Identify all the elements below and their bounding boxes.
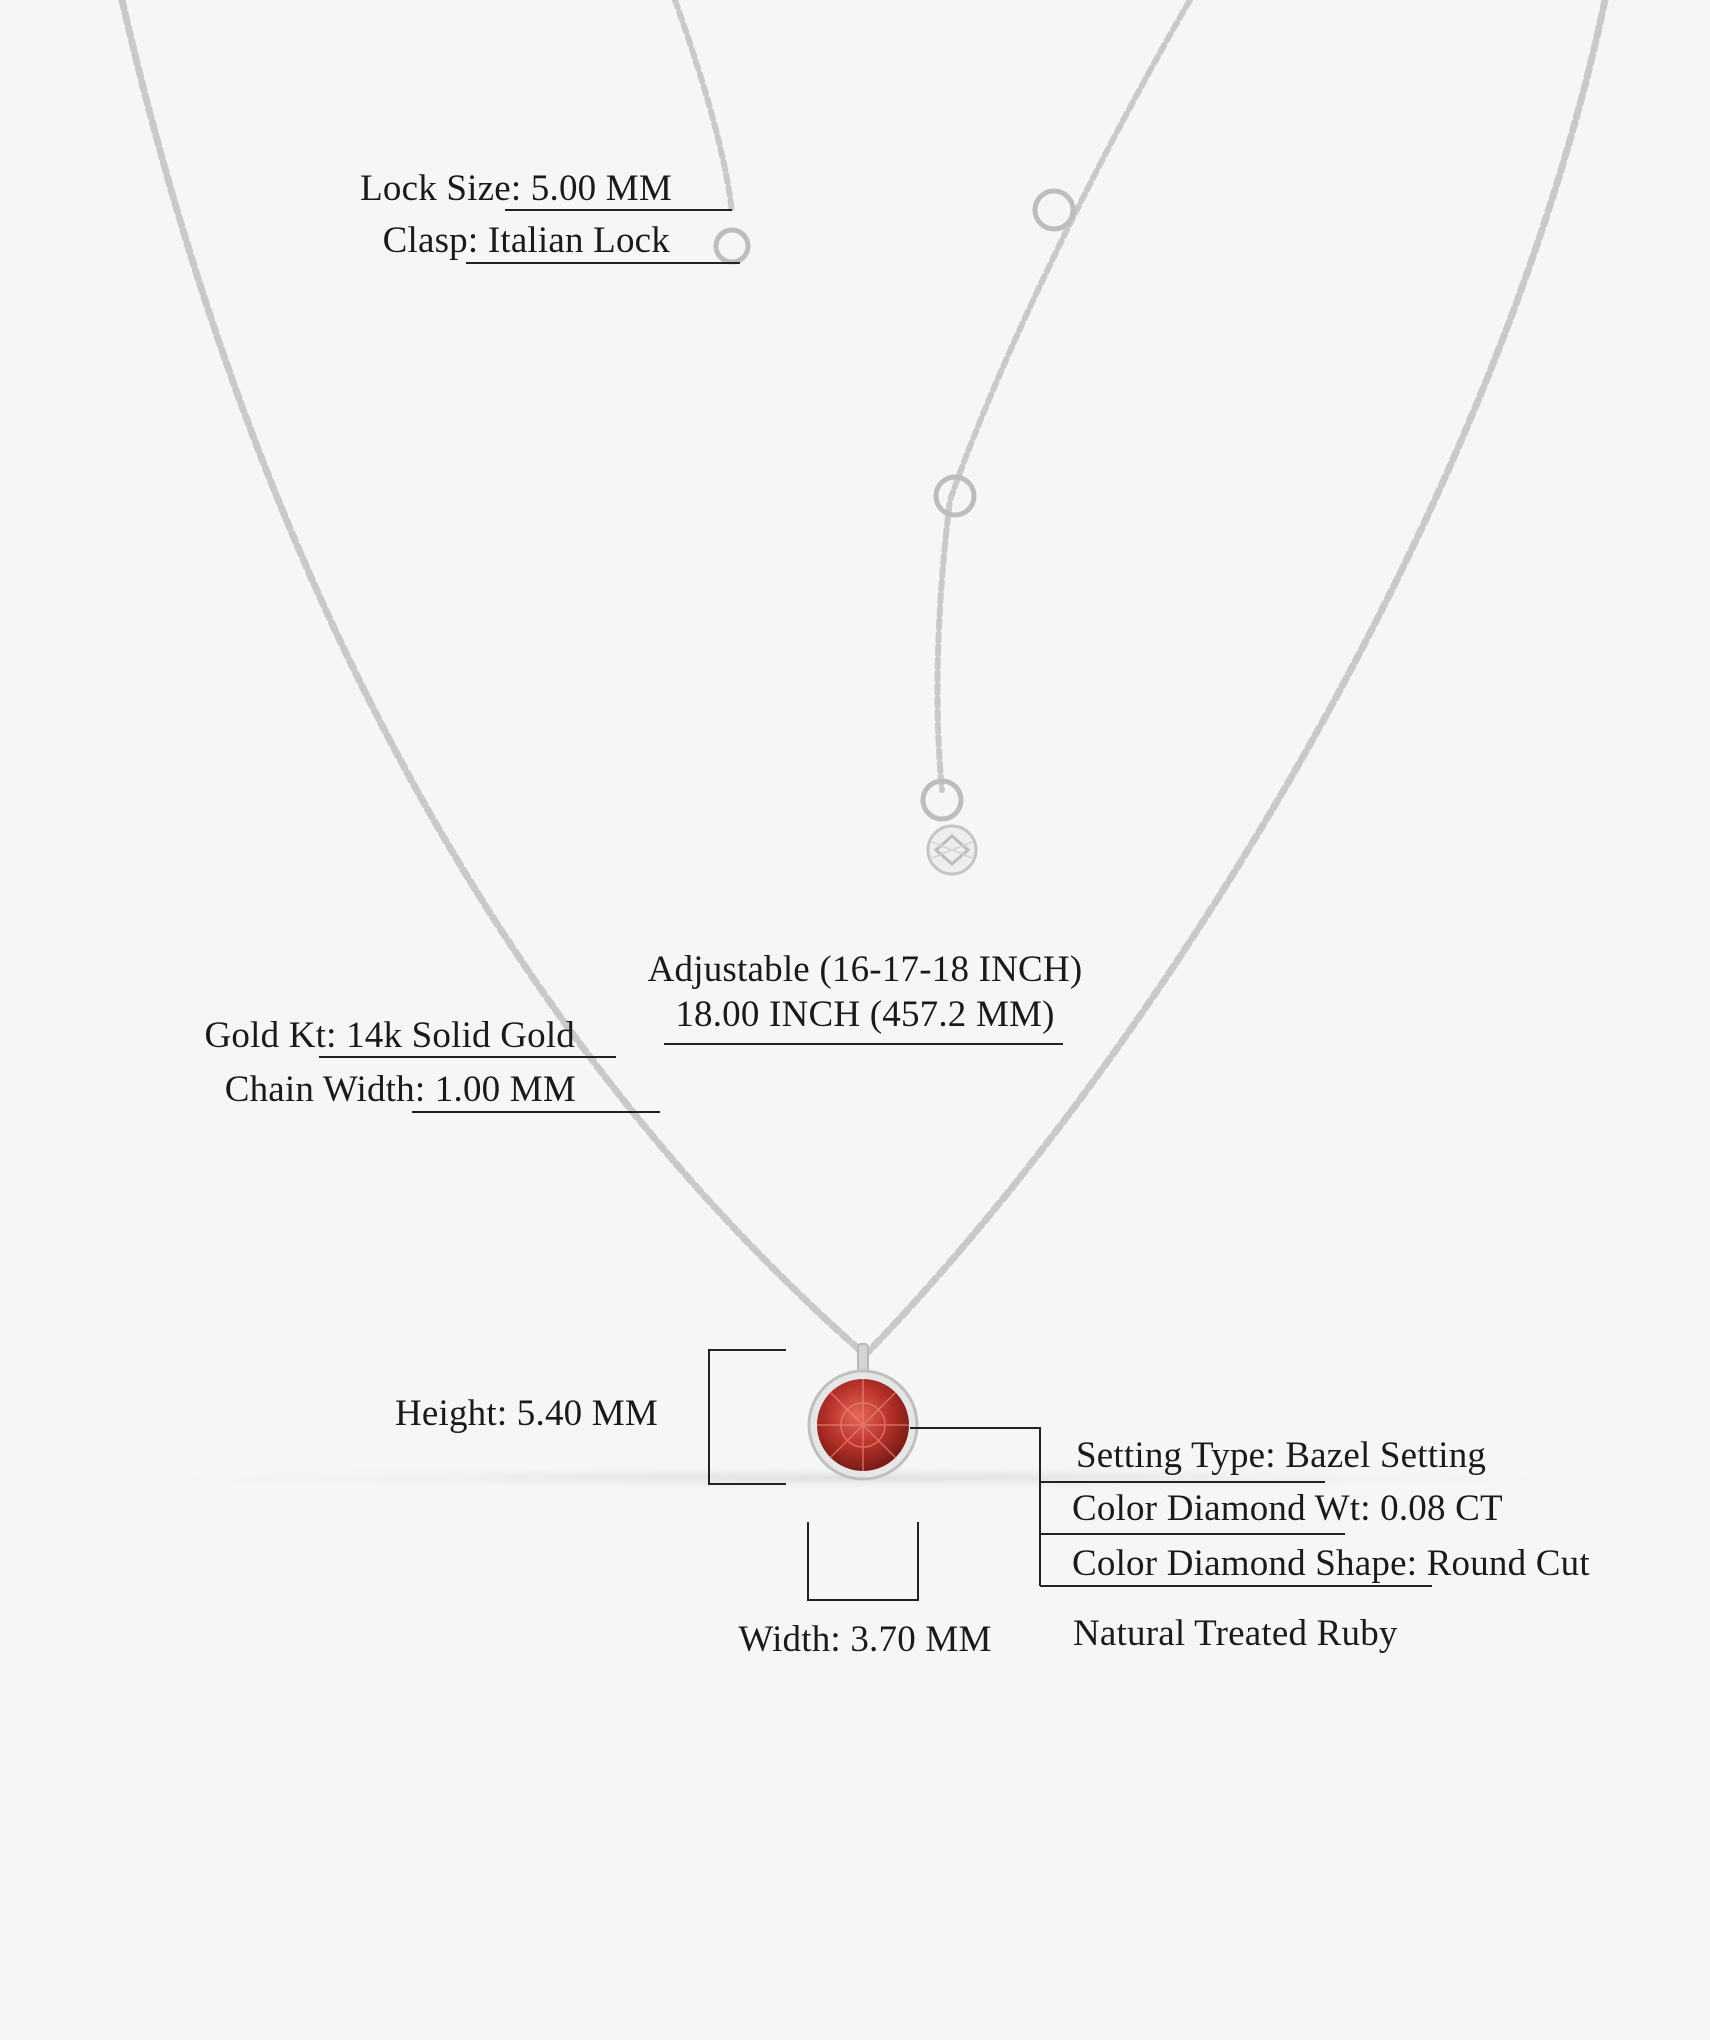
pendant-bail [858,1344,868,1372]
clasp-label: Clasp: [382,220,479,261]
height-spec [395,1392,658,1436]
clasp-spec [383,219,670,263]
gold-kt-label: Gold Kt: [204,1015,337,1056]
chain-width-label: Chain Width: [224,1069,426,1110]
chain-width-value: 1.00 MM [434,1069,576,1110]
width-spec [700,1618,1030,1662]
setting-type-label: Setting Type: [1076,1435,1276,1476]
extender-ring-1 [1035,191,1073,229]
diamond-wt-spec [1072,1487,1503,1531]
adjustable-length: Adjustable (16-17-18 INCH) [647,949,1083,990]
width-value: 3.70 MM [850,1619,992,1660]
setting-type-value: Bazel Setting [1285,1435,1487,1476]
chain-extender [937,0,1190,790]
diamond-shape-spec [1072,1542,1590,1586]
gold-kt-spec [204,1014,575,1058]
chain-clasp-segment [675,0,732,212]
clasp-lock-ring [716,230,748,262]
clasp-value: Italian Lock [487,220,670,261]
setting-type-spec [1076,1434,1486,1478]
gem-facets [817,1379,909,1471]
chain-length: 18.00 INCH (457.2 MM) [675,994,1055,1035]
gold-kt-value: 14k Solid Gold [346,1015,575,1056]
lock-size-label: Lock Size: [360,168,522,209]
lock-size-spec [360,167,672,211]
chain-right [868,0,1605,1352]
logo-tag-icon [928,826,976,874]
diamond-wt-value: 0.08 CT [1380,1488,1503,1529]
stone-type: Natural Treated Ruby [1073,1613,1398,1654]
lock-size-value: 5.00 MM [530,168,672,209]
diamond-shape-value: Round Cut [1426,1543,1590,1584]
chain-width-spec [225,1068,576,1112]
diamond-wt-label: Color Diamond Wt: [1072,1488,1371,1529]
height-value: 5.40 MM [516,1393,658,1434]
diamond-shape-label: Color Diamond Shape: [1072,1543,1418,1584]
width-label: Width: [738,1619,841,1660]
height-label: Height: [394,1393,508,1434]
